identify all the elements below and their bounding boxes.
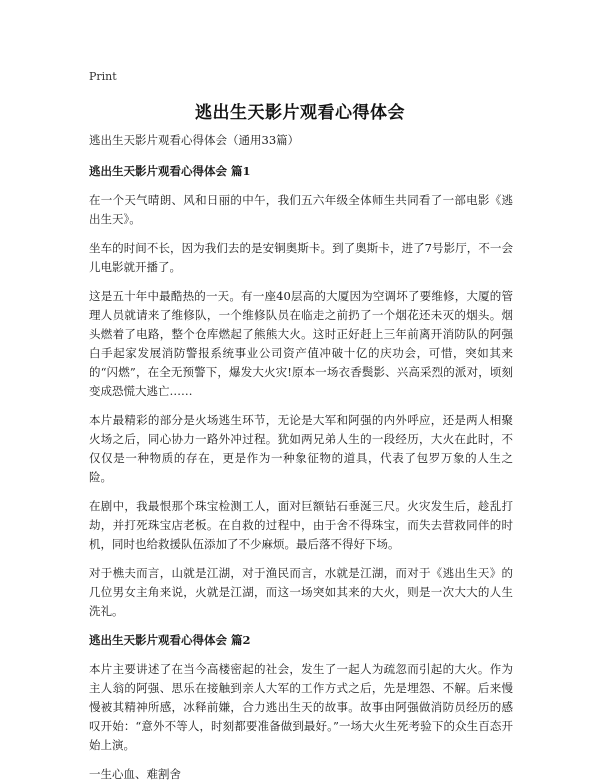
paragraph: 这是五十年中最酷热的一天。有一座40层高的大厦因为空调坏了要维修，大厦的管理人员就请来了维修队，一个维修队员在临走之前扔了一个烟花还未灭的烟头。烟头燃着了电路，整个仓库燃起了熊熊大火。这时正好赶上三年前离开消防队的阿强白手起家发展消防警报系统事业公司资产值冲破十亿的庆功会，可惜，突如其来的“闪燃”，在全无预警下，爆发大火灾!原本一场衣香鬓影、兴高采烈的派对，顷刻变成恐慌大逃亡…… xyxy=(89,289,513,398)
paragraph-fragment: 一生心血、难割舍 xyxy=(89,767,181,781)
section-heading-2: 逃出生天影片观看心得体会 篇2 xyxy=(89,633,251,647)
section-heading-1: 逃出生天影片观看心得体会 篇1 xyxy=(89,164,251,178)
paragraph: 对于樵夫而言，山就是江湖，对于渔民而言，水就是江湖，而对于《逃出生天》的几位男女主角来说，火就是江湖，而这一场突如其来的大火，则是一次大大的人生洗礼。 xyxy=(89,566,513,618)
document-body xyxy=(89,131,513,784)
paragraph: 坐车的时间不长，因为我们去的是安铜奥斯卡。到了奥斯卡，进了7号影厅，不一会儿电影就开播了。 xyxy=(89,241,513,274)
paragraph: 在剧中，我最恨那个珠宝检测工人，面对巨额钻石垂涎三尺。火灾发生后，趁乱打劫，并打死珠宝店老板。在自救的过程中，由于舍不得珠宝，而失去营救同伴的时机，同时也给救援队伍添加了不少麻烦。最后落不得好下场。 xyxy=(89,499,513,551)
print-label[interactable]: Print xyxy=(89,70,117,83)
paragraph: 本片主要讲述了在当今高楼密起的社会，发生了一起人为疏忽而引起的大火。作为主人翁的阿强、思乐在接触到亲人大军的工作方式之后，先是埋怨、不解。后来慢慢被其精神所感，冰释前嫌，合力逃出生天的故事。故事由阿强做消防员经历的感叹开始：“意外不等人，时刻都要准备做到最好。”一场大火生死考验下的众生百态开始上演。 xyxy=(89,662,513,752)
paragraph: 本片最精彩的部分是火场逃生环节，无论是大军和阿强的内外呼应，还是两人相聚火场之后，同心协力一路外冲过程。犹如两兄弟人生的一段经历，大火在此时，不仅仅是一种物质的存在，更是作为一种象征物的道具，代表了包罗万象的人生之险。 xyxy=(89,413,513,484)
paragraph: 在一个天气晴朗、风和日丽的中午，我们五六年级全体师生共同看了一部电影《逃出生天》。 xyxy=(89,193,513,226)
page-title: 逃出生天影片观看心得体会 xyxy=(195,103,405,123)
document-subtitle: 逃出生天影片观看心得体会（通用33篇） xyxy=(89,133,300,147)
